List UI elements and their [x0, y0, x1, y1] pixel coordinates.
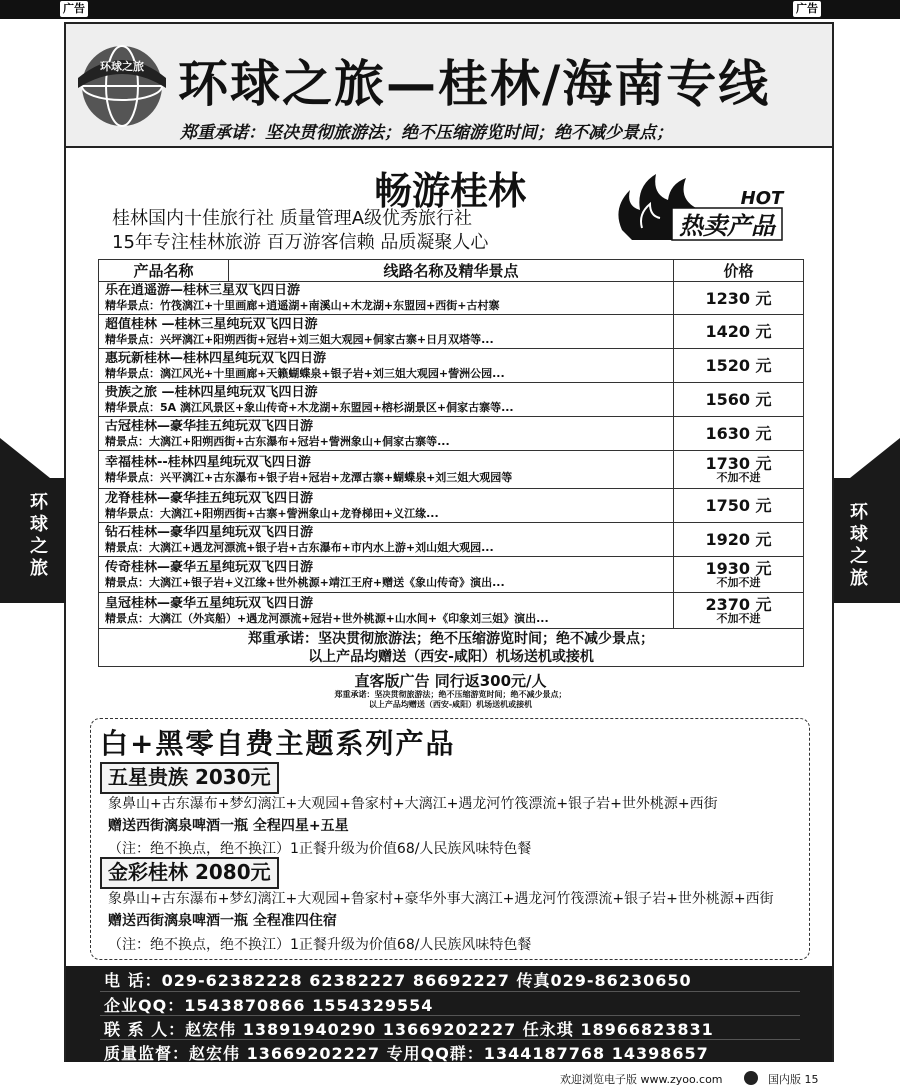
route-spots: 精景点：大漓江+银子岩+义江缘+世外桃源+靖江王府+赠送《象山传奇》演出...	[105, 575, 505, 589]
logo-text: 环球之旅	[100, 60, 144, 73]
page-edition: 国内版 15	[768, 1073, 819, 1086]
table-row	[99, 417, 804, 451]
main-title: 环球之旅—桂林/海南专线	[178, 55, 771, 113]
welcome-text: 欢迎浏览电子版 www.zyoo.com	[560, 1073, 723, 1086]
table-row	[99, 557, 804, 593]
route-spots: 精华景点：兴平漓江+古东瀑布+银子岩+冠岩+龙潭古寨+蝴蝶泉+刘三姐大观园等	[105, 470, 513, 484]
route-spots: 精华景点：5A 漓江风景区+象山传奇+木龙湖+东盟园+榕杉湖景区+侗家古寨等...	[105, 400, 514, 414]
table-row	[99, 282, 804, 315]
header-route: 线路名称及精华景点	[229, 260, 674, 282]
contact-quality: 质量监督：赵宏伟 13669202227 专用QQ群：1344187768 14398657	[104, 1044, 709, 1063]
package-2-itinerary: 象鼻山+古东瀑布+梦幻漓江+大观园+鲁家村+豪华外事大漓江+遇龙河竹筏漂流+银子岩+世外桃源+西街	[108, 891, 774, 907]
route-name: 钻石桂林—豪华四星纯玩双飞四日游	[105, 524, 314, 540]
table-footer-row	[99, 629, 804, 667]
route-spots: 精景点：大漓江+阳朔西街+古东瀑布+冠岩+訾洲象山+侗家古寨等...	[105, 434, 450, 448]
header-product: 产品名称	[99, 260, 229, 282]
package-2-gift: 赠送西街漓泉啤酒一瓶 全程准四住宿	[108, 913, 337, 929]
route-price: 1920 元	[705, 530, 772, 549]
hot-product-badge	[612, 168, 792, 248]
section-title: 畅游桂林	[373, 169, 526, 213]
table-row	[99, 593, 804, 629]
route-price: 1930 元	[705, 559, 772, 578]
price-note: 不加不进	[716, 612, 761, 625]
route-name: 皇冠桂林—豪华五星纯玩双飞四日游	[105, 595, 314, 611]
price-note: 不加不进	[716, 471, 761, 484]
contact-person: 联 系 人：赵宏伟 13891940290 13669202227 任永琪 18966823831	[104, 1020, 714, 1039]
route-spots: 精景点：大漓江（外宾船）+遇龙河漂流+冠岩+世外桃源+山水间+《印象刘三姐》演出...	[105, 611, 549, 625]
package-2-note: （注：绝不换点，绝不换江）1正餐升级为价值68/人民族风味特色餐	[108, 937, 532, 953]
tiny-transfer: 以上产品均赠送（西安-咸阳）机场送机或接机	[368, 700, 533, 709]
package-2-title: 金彩桂林 2080元	[100, 857, 279, 889]
table-footer-transfer: 以上产品均赠送（西安-咸阳）机场送机或接机	[308, 648, 594, 665]
table-row	[99, 451, 804, 489]
route-name: 惠玩新桂林—桂林四星纯玩双飞四日游	[105, 350, 327, 366]
table-row	[99, 523, 804, 557]
route-spots: 精华景点：兴坪漓江+阳朔西街+冠岩+刘三姐大观园+侗家古寨+日月双塔等...	[105, 332, 494, 346]
contact-divider	[100, 1039, 800, 1040]
contact-divider	[100, 1015, 800, 1016]
route-price: 1520 元	[705, 356, 772, 375]
globe-logo	[74, 38, 170, 134]
route-name: 古冠桂林—豪华挂五纯玩双飞四日游	[105, 418, 314, 434]
table-row	[99, 383, 804, 417]
route-spots: 精华景点：竹筏漓江+十里画廊+逍遥湖+南溪山+木龙湖+东盟园+西街+古村寨	[105, 299, 500, 312]
route-name: 超值桂林 —桂林三星纯玩双飞四日游	[105, 316, 318, 332]
table-row	[99, 349, 804, 383]
top-bar	[0, 0, 900, 19]
route-price: 1750 元	[705, 496, 772, 515]
promise-text: 郑重承诺：坚决贯彻旅游法；绝不压缩游览时间；绝不减少景点；	[180, 123, 673, 143]
table-row	[99, 315, 804, 349]
direct-ad-line: 直客版广告 同行返300元/人	[354, 672, 547, 690]
route-price: 1420 元	[705, 322, 772, 341]
route-name: 幸福桂林--桂林四星纯玩双飞四日游	[105, 454, 311, 470]
contact-qq: 企业QQ：1543870866 1554329554	[104, 996, 434, 1015]
route-name: 贵族之旅 —桂林四星纯玩双飞四日游	[105, 384, 318, 400]
side-tab-left: 环 球 之 旅	[30, 492, 48, 579]
route-spots: 精华景点：漓江风光+十里画廊+天籁蝴蝶泉+银子岩+刘三姐大观园+訾洲公园...	[105, 366, 505, 380]
route-spots: 精景点：大漓江+遇龙河漂流+银子岩+古东瀑布+市内水上游+刘山姐大观园...	[105, 540, 494, 554]
side-tab-right: 环 球 之 旅	[850, 502, 868, 589]
package-1-note: （注：绝不换点，绝不换江）1正餐升级为价值68/人民族风味特色餐	[108, 841, 532, 857]
route-name: 龙脊桂林—豪华挂五纯玩双飞四日游	[105, 490, 314, 506]
price-note: 不加不进	[716, 576, 761, 589]
route-price: 1230 元	[705, 288, 772, 308]
price-table	[98, 259, 804, 667]
route-price: 1560 元	[705, 390, 772, 409]
table-header-row	[99, 260, 804, 282]
hot-sub-label: 热卖产品	[679, 211, 775, 240]
contact-phone: 电 话：029-62382228 62382227 86692227 传真029-86230650	[104, 971, 692, 990]
ad-badge-right: 广告	[793, 1, 821, 17]
series-title: 白+黑零自费主题系列产品	[100, 727, 456, 760]
package-1-title: 五星贵族 2030元	[100, 762, 279, 794]
hot-label: HOT	[740, 188, 784, 209]
route-price: 2370 元	[705, 595, 772, 614]
header-price: 价格	[674, 260, 804, 282]
route-name: 传奇桂林—豪华五星纯玩双飞四日游	[105, 559, 314, 575]
tiny-promise: 郑重承诺：坚决贯彻旅游法；绝不压缩游览时间；绝不减少景点；	[334, 690, 567, 699]
contact-divider	[100, 991, 800, 992]
route-spots: 精华景点：大漓江+阳朔西街+古寨+訾洲象山+龙脊梯田+义江缘...	[105, 506, 439, 520]
route-price: 1730 元	[705, 454, 772, 473]
site-logo-icon	[744, 1071, 758, 1085]
table-row	[99, 489, 804, 523]
route-name: 乐在逍遥游—桂林三星双飞四日游	[105, 283, 301, 298]
ad-badge-left: 广告	[60, 1, 88, 17]
tagline-2: 15年专注桂林旅游 百万游客信赖 品质凝聚人心	[112, 232, 489, 253]
package-1-gift: 赠送西街漓泉啤酒一瓶 全程四星+五星	[108, 818, 349, 834]
tagline-1: 桂林国内十佳旅行社 质量管理A级优秀旅行社	[112, 208, 473, 229]
route-price: 1630 元	[705, 424, 772, 443]
table-footer-promise: 郑重承诺：坚决贯彻旅游法；绝不压缩游览时间；绝不减少景点；	[248, 630, 654, 647]
package-1-itinerary: 象鼻山+古东瀑布+梦幻漓江+大观园+鲁家村+大漓江+遇龙河竹筏漂流+银子岩+世外桃源+西街	[108, 796, 718, 812]
